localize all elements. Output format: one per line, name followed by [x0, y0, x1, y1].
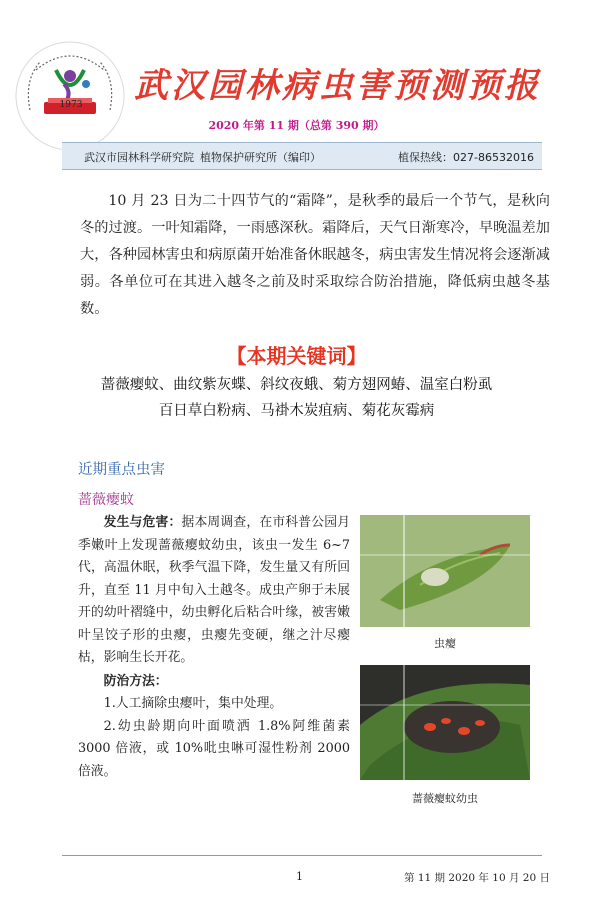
intro-text: 10 月 23 日为二十四节气的“霜降”，是秋季的最后一个节气，是秋向冬的过渡。一叶知霜降，一雨感深秋。霜降后，天气日渐寒冷，早晚温差加大，各种园林害虫和病原菌开始准备休眠越冬，病虫害发生情况将会逐渐减弱。各单位可在其进入越冬之前及时采取综合防治措施，降低病虫越冬基数。: [80, 193, 550, 317]
keywords-line-1: 蔷薇瘿蚊、曲纹紫灰蝶、斜纹夜蛾、菊方翅网蝽、温室白粉虱: [100, 377, 493, 393]
larva-photo-caption: 蔷薇瘿蚊幼虫: [412, 792, 478, 805]
keywords-line-2: 百日草白粉病、马褂木炭疽病、菊花灰霉病: [158, 403, 435, 419]
institute-name: 武汉市园林科学研究院: [84, 151, 194, 164]
intro-paragraph: [80, 188, 550, 323]
pest-description: [78, 512, 350, 783]
occurrence-paragraph: [78, 512, 350, 670]
occurrence-text: 据本周调查，在市科普公园月季嫩叶上发现蔷薇瘿蚊幼虫，该虫一发生 6~7 代，高温休眠，秋季气温下降，发生量又有所回升，直至 11 月中旬入土越冬。成虫产卵于未展开的幼叶褶缝中，幼虫孵化后粘合叶缘，被害嫩叶呈饺子形的虫瘿，虫瘿先变硬，继之汁尽瘿枯，影响生长开花。: [78, 515, 351, 665]
control-step-2: 2.幼虫龄期向叶面喷洒 1.8%阿维菌素 3000 倍液，或 10%吡虫啉可湿性粉剂 2000 倍液。: [78, 718, 350, 779]
department-name: 植物保护研究所（编印）: [200, 151, 321, 164]
pest-name: 蔷薇瘿蚊: [78, 492, 134, 508]
logo-year: 1973: [59, 100, 83, 110]
institute-logo: [14, 40, 126, 152]
page-number: 1: [296, 870, 303, 883]
gall-photo-caption: 虫瘿: [434, 637, 456, 650]
publisher-info-bar: [62, 142, 542, 170]
control-step-1: 1.人工摘除虫瘿叶，集中处理。: [103, 696, 283, 711]
newsletter-title: 武汉园林病虫害预测预报: [134, 66, 541, 106]
larva-photo: [360, 665, 530, 780]
gall-photo: [360, 515, 530, 627]
hotline: 植保热线：027-86532016: [398, 151, 534, 164]
issue-number: 2020 年第 11 期（总第 390 期）: [208, 119, 385, 132]
keywords-heading: 【本期关键词】: [226, 344, 367, 368]
footer-divider: [62, 855, 542, 856]
footer-issue-date: 第 11 期 2020 年 10 月 20 日: [404, 872, 551, 884]
occurrence-label: 发生与危害：: [103, 515, 182, 530]
section-title: 近期重点虫害: [78, 462, 165, 478]
control-label: 防治方法：: [103, 673, 168, 689]
